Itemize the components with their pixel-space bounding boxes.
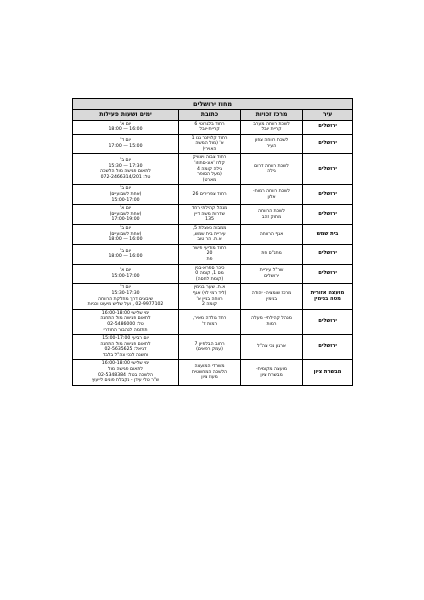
- table-row: [73, 309, 353, 334]
- cell-center: שר"ל עיריית ירושלים: [241, 264, 303, 284]
- header-city: עיר: [303, 110, 353, 121]
- cell-city: ירושלים: [303, 120, 353, 134]
- header-hours: ימים ושעות פעילות: [73, 110, 179, 121]
- header-address: כתובת: [179, 110, 241, 121]
- table-title-row: [73, 99, 353, 110]
- table-row: [73, 205, 353, 225]
- rights-centers-sheet: [72, 98, 352, 386]
- cell-address: רחוד צפרירים 26: [179, 185, 241, 205]
- cell-hours: יום א' (אחת לשבועיים) 17:00-19:00: [73, 205, 179, 225]
- table-row: [73, 120, 353, 134]
- cell-city: בית שמש: [303, 225, 353, 245]
- cell-city: ירושלים: [303, 244, 353, 264]
- cell-address: רחוד מודיעי פישר 20 פת: [179, 244, 241, 264]
- table-row: [73, 244, 353, 264]
- cell-city: ירושלים: [303, 335, 353, 360]
- cell-hours: יום רביעי 15:00-17:00 לתאום פגישה מול התחנה דגיאל: 02-5635625 וחשנה לנכי צה"ל בלבד: [73, 335, 179, 360]
- cell-hours: יום א' 15:00-17:00: [73, 264, 179, 284]
- cell-center: אגף הרווחה: [241, 225, 303, 245]
- cell-address: ממבוה נאצלת 5, עיריית בית שמש, א.ת. הר טוב: [179, 225, 241, 245]
- cell-hours: יום ב' (אחת לשבועיים) 15:00-17:00: [73, 185, 179, 205]
- cell-city: ירושלים: [303, 134, 353, 154]
- cell-address: כיכר ספרא-בנין מס 1, קומה 0 (קומת לחסה): [179, 264, 241, 284]
- cell-hours: ימי שלישי 16:00-18:00 לתאום פגישה מול הלשכה בטל: 02-5348384 ש"ר טלי עידן - נקבלת פונים לייעוץ: [73, 360, 179, 385]
- cell-city: ירושלים: [303, 205, 353, 225]
- cell-center: לשכת רווחה רמות- אלון: [241, 185, 303, 205]
- table-row: [73, 335, 353, 360]
- cell-hours: יום ב' 17:30 — 15:30 לתאום פגישה מול הלשכה טל: 072-2466314/201: [73, 154, 179, 185]
- cell-city: ירושלים: [303, 309, 353, 334]
- cell-address: רחוד בלגרוטי 6 קריית-יובל: [179, 120, 241, 134]
- cell-hours: יום ב' (אחת לשבועיים) 16:00 — 18:00: [73, 225, 179, 245]
- cell-center: לשכת רווחה דרום גילה: [241, 154, 303, 185]
- cell-center: מועצה מקומית- מבשרת ציון: [241, 360, 303, 385]
- table-header-row: [73, 110, 353, 121]
- header-center: מרכז זכויות: [241, 110, 303, 121]
- cell-address: מנהל קהילתי רחד שדרות משה דיין 135: [179, 205, 241, 225]
- cell-center: ארגון נכי צה"ל: [241, 335, 303, 360]
- cell-center: מרכז שומציה- יהודה בנימין: [241, 284, 303, 309]
- table-row: [73, 154, 353, 185]
- cell-center: לשכת הרווחה מתוק זהב: [241, 205, 303, 225]
- cell-center: מתנ"ס פת: [241, 244, 303, 264]
- cell-hours: יום א' 16:00 — 18:00: [73, 120, 179, 134]
- cell-address: רחוד קלויזנר גנו 1 א' (מול המשה האוירי): [179, 134, 241, 154]
- cell-address: רחוד צבוה ויצוויק קלוז 'אונ-סתוזו' גילה קומה 4 (מעל הסופר מארט): [179, 154, 241, 185]
- cell-center: לשכת רווחה צפון העיר: [241, 134, 303, 154]
- cell-center: לשכת רווחה מערב קריית יובל: [241, 120, 303, 134]
- cell-address: רחד גולדה מאיר, רמות ד': [179, 309, 241, 334]
- cell-city: ירושלים: [303, 185, 353, 205]
- cell-city: מבשרת ציון: [303, 360, 353, 385]
- table-row: [73, 284, 353, 309]
- cell-city: ירושלים: [303, 264, 353, 284]
- cell-hours: יום ב' 16:00 — 18:00: [73, 244, 179, 264]
- rights-centers-table: [72, 98, 353, 386]
- table-row: [73, 134, 353, 154]
- cell-hours: יום ד' 15:00 — 17:00: [73, 134, 179, 154]
- cell-address: רחוב הבלפיון 7 (עמק רפאים): [179, 335, 241, 360]
- cell-hours: ימי שלישי 16:00-18:00 לתאום פגישה מול התחנה טל: 02-5486000 תתזמה לנהבור החודרי: [73, 309, 179, 334]
- cell-city: ירושלים: [303, 154, 353, 185]
- cell-city: מועצה אזורית מטה בנימין: [303, 284, 353, 309]
- cell-hours: יום ד' 15:30-17:30 שיבצים דרך מחלקת הרווחה 02-9977102 , ועל שליש מיעוט וכניות: [73, 284, 179, 309]
- table-row: [73, 185, 353, 205]
- cell-center: מנהל קהילתי- מעלה רמות: [241, 309, 303, 334]
- table-row: [73, 360, 353, 385]
- table-row: [73, 225, 353, 245]
- cell-address: א.ת. שער בנימין (ליד רמי לוי) אגף רווחה בניין א' קומה 2: [179, 284, 241, 309]
- district-title: מחוז ירושלים: [73, 99, 353, 110]
- cell-address: משרדי המועצה הלשכה המחשטית מעוז ציון: [179, 360, 241, 385]
- table-row: [73, 264, 353, 284]
